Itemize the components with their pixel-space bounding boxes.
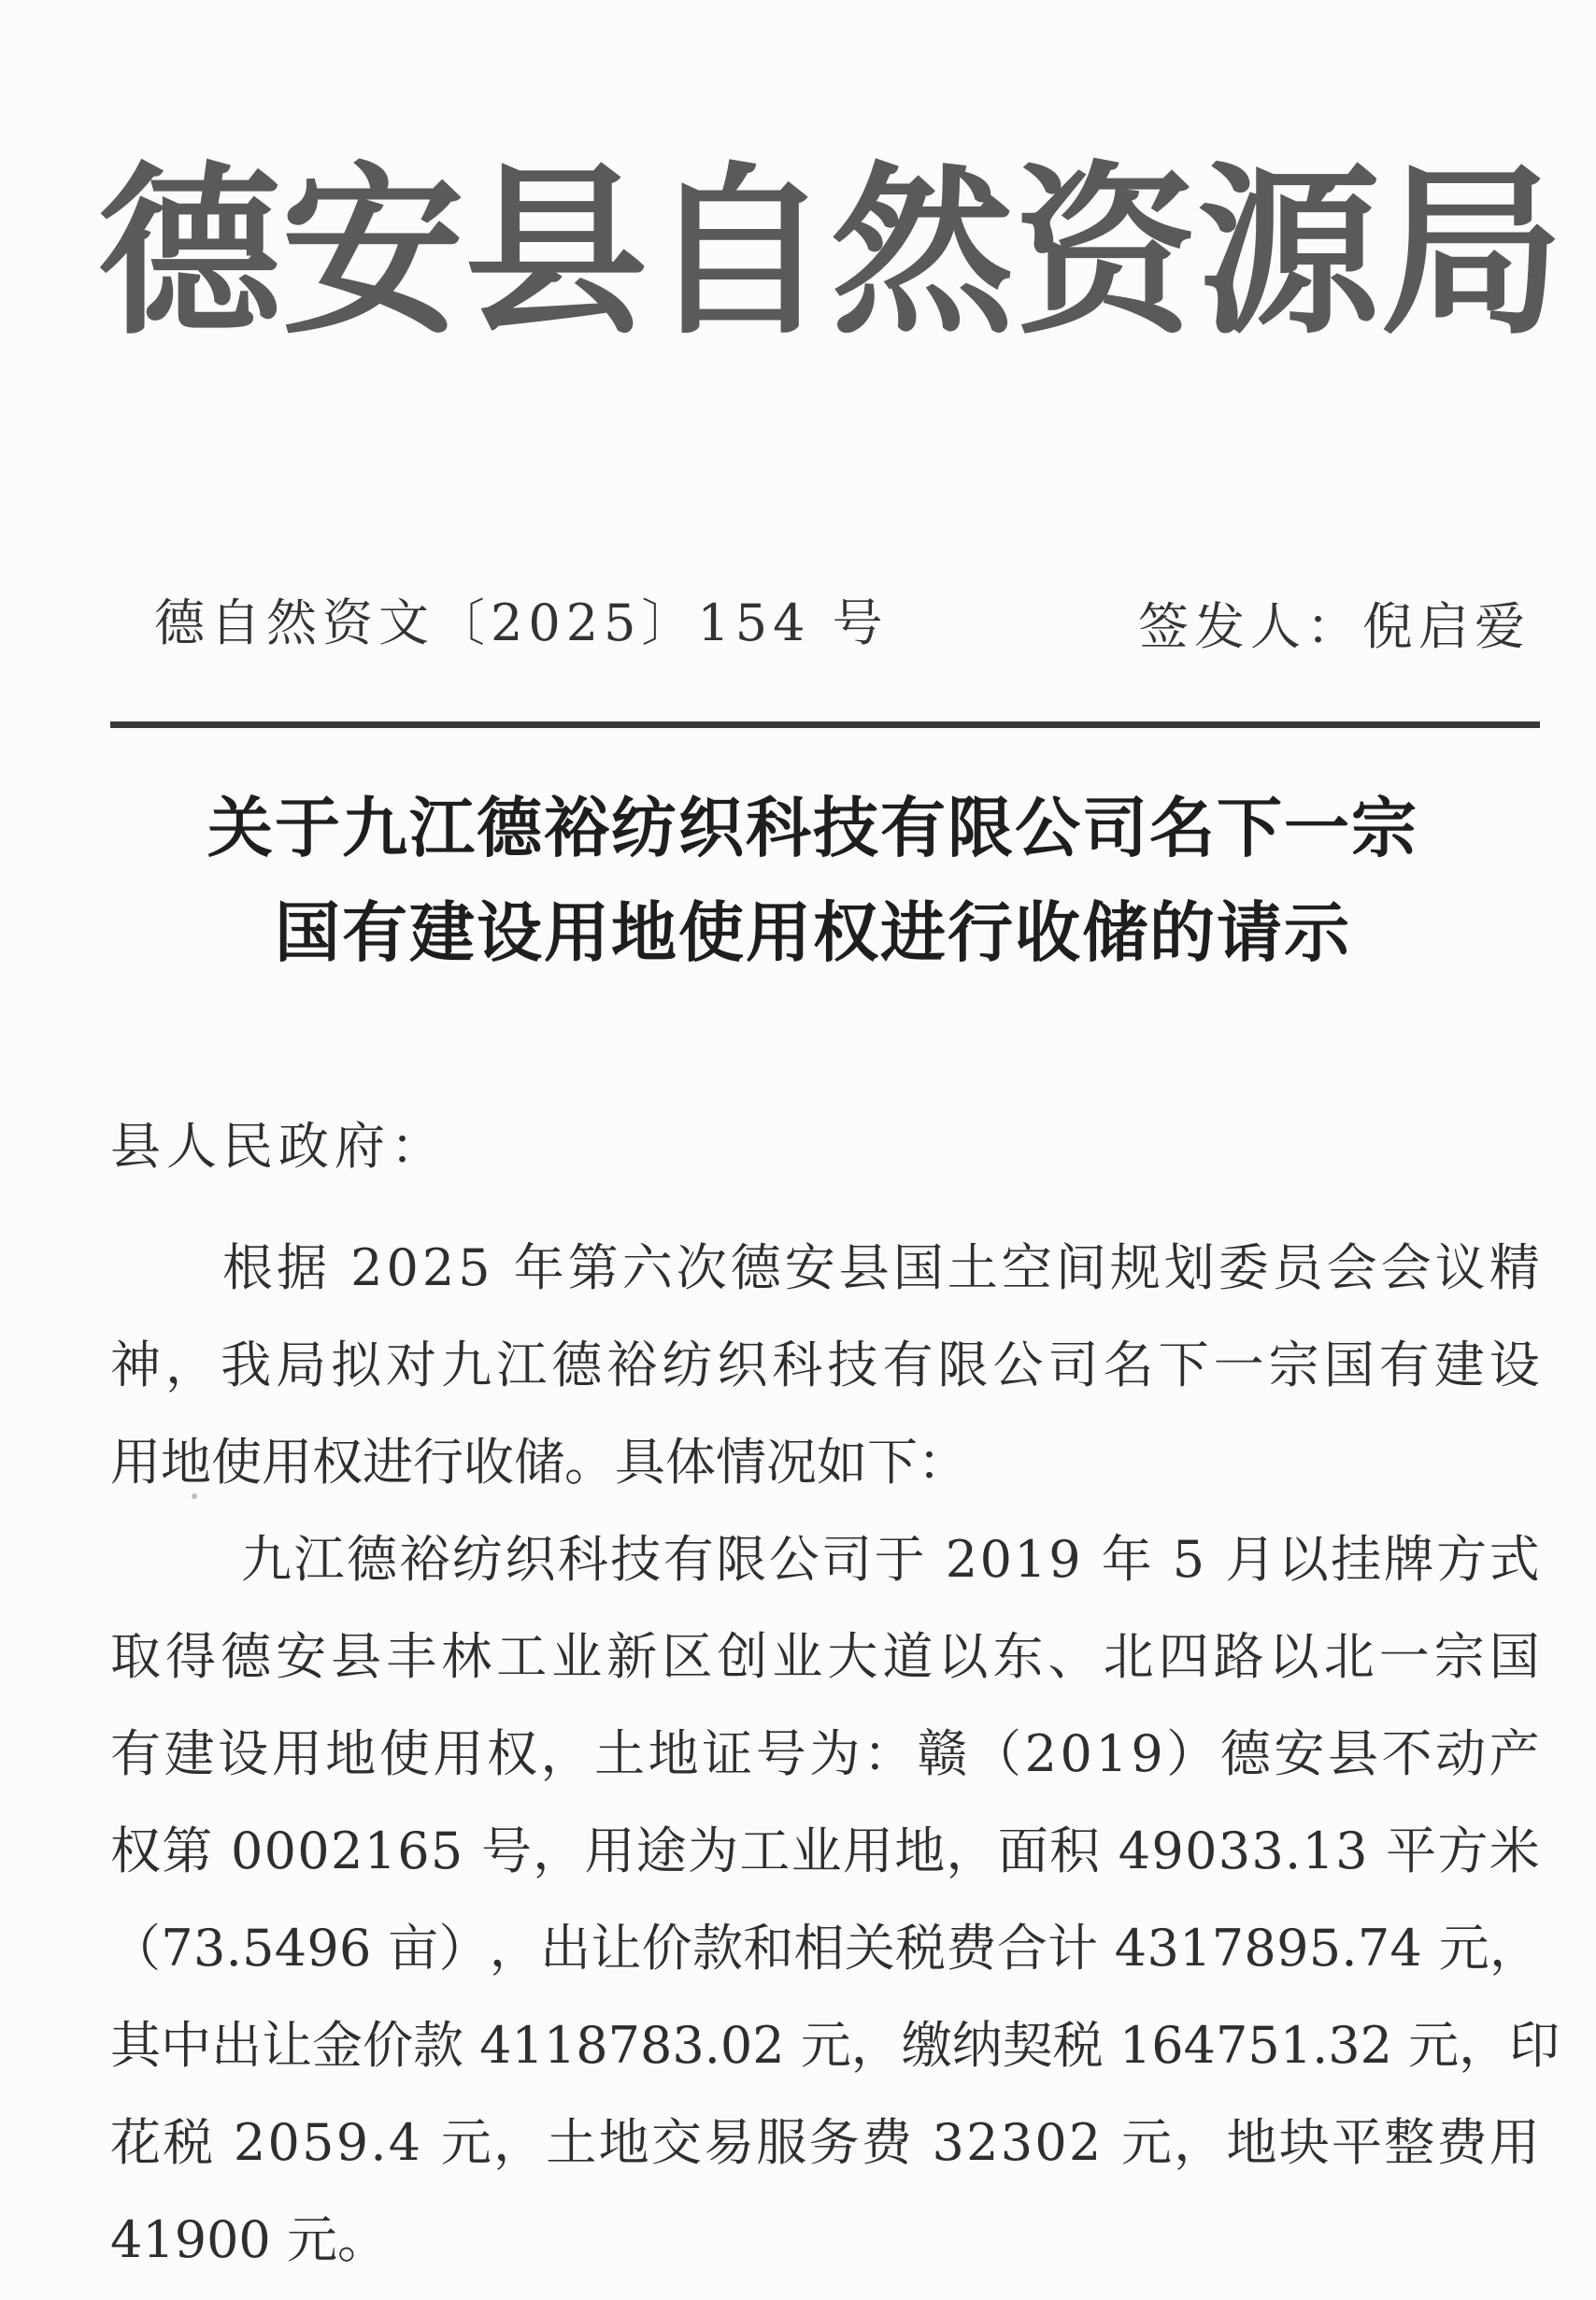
masthead-title [98, 145, 1564, 360]
body-line: 花 税 2 0 5 9 . 4 元 ， 土 地 交 易 服 务 费 3 2 3 0 2 元 ， 地 块 平 整 费 用 [110, 2113, 1540, 2172]
document-title [93, 776, 1532, 985]
document-body [110, 1220, 1560, 2289]
salutation: 县人民政府： [110, 1117, 447, 1176]
document-number: 德自然资文〔2025〕154 号 [154, 593, 889, 652]
masthead-char: 资 [1014, 145, 1198, 360]
title-line: 国有建设用地使用权进行收储的请示 [275, 894, 1351, 971]
header-divider [110, 721, 1540, 728]
masthead-char: 自 [648, 145, 832, 360]
body-line: 取 得 德 安 县 丰 林 工 业 新 区 创 业 大 道 以 东 、 北 四 路 以 北 一 宗 国 [110, 1627, 1540, 1686]
issuer-signature: 签发人：倪启爱 [1138, 597, 1531, 656]
body-line: 41900 元。 [110, 2210, 388, 2269]
body-line: 有 建 设 用 地 使 用 权 ， 土 地 证 号 为 ： 赣 （ 2 0 1 9 ） 德 安 县 不 动 产 [110, 1724, 1540, 1783]
body-line: 九 江 德 裕 纺 织 科 技 有 限 公 司 于 2 0 1 9 年 5 月 以 挂 牌 方 式 [241, 1530, 1540, 1589]
masthead-char: 安 [281, 145, 465, 360]
body-line: 其 中 出 让 金 价 款 4 1 1 8 7 8 3 . 0 2 元 ， 缴 纳 契 税 1 6 4 7 5 1 . 3 2 元 ， 印 [110, 2016, 1560, 2075]
body-line: 根 据 2 0 2 5 年 第 六 次 德 安 县 国 土 空 间 规 划 委 员 会 会 议 精 [222, 1238, 1540, 1297]
body-line: 神 ， 我 局 拟 对 九 江 德 裕 纺 织 科 技 有 限 公 司 名 下 一 宗 国 有 建 设 [110, 1336, 1540, 1394]
body-line: 用地使用权进行收储。具体情况如下： [110, 1433, 968, 1492]
masthead-char: 然 [831, 145, 1015, 360]
title-line: 关于九江德裕纺织科技有限公司名下一宗 [207, 790, 1418, 866]
body-line: 权 第 0 0 0 2 1 6 5 号 ， 用 途 为 工 业 用 地 ， 面 积 4 9 0 3 3 . 1 3 平 方 米 [110, 1821, 1540, 1880]
masthead-char: 源 [1197, 145, 1381, 360]
body-line: （ 7 3 . 5 4 9 6 亩 ） ， 出 让 价 款 和 相 关 税 费 合 计 4 3 1 7 8 9 5 . 7 4 元 ， [110, 1919, 1540, 1978]
masthead-char: 局 [1380, 145, 1564, 360]
scan-speck [192, 1493, 197, 1499]
masthead-char: 县 [464, 145, 648, 360]
masthead-char: 德 [98, 145, 282, 360]
